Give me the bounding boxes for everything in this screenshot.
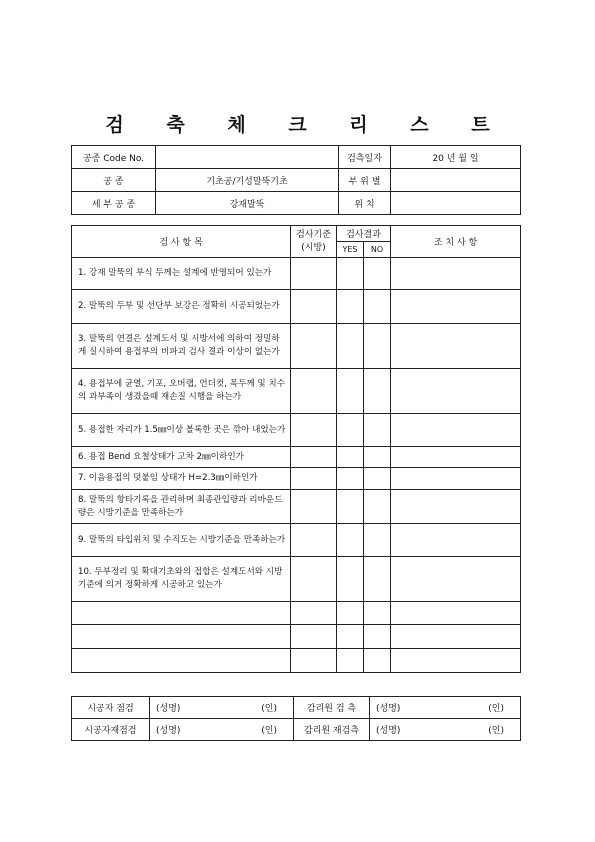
yes-cell[interactable] xyxy=(337,557,364,602)
col-header-no: NO xyxy=(364,242,391,258)
blank-item-cell[interactable] xyxy=(72,649,291,673)
standard-cell[interactable] xyxy=(291,369,337,414)
yes-cell[interactable] xyxy=(337,602,364,625)
action-cell[interactable] xyxy=(391,625,521,649)
checklist-item-9: 9. 말뚝의 타입위치 및 수직도는 시방기준을 만족하는가 xyxy=(72,524,291,557)
standard-cell[interactable] xyxy=(291,324,337,369)
checklist-item-4: 4. 용접부에 균열, 기포, 오버랩, 언더컷, 목두께 및 치수의 과부족이 생겼을때 재손질 시행을 하는가 xyxy=(72,369,291,414)
work-type-value: 기초공/기성말뚝기초 xyxy=(156,169,339,192)
location-field[interactable] xyxy=(391,192,521,215)
col-header-standard: 검사기준 (시방) xyxy=(291,226,337,258)
standard-cell[interactable] xyxy=(291,490,337,524)
work-code-field[interactable] xyxy=(156,146,339,169)
action-cell[interactable] xyxy=(391,524,521,557)
supervisor-check-label: 감리원 검 측 xyxy=(294,697,370,719)
standard-cell[interactable] xyxy=(291,557,337,602)
no-cell[interactable] xyxy=(364,290,391,324)
yes-cell[interactable] xyxy=(337,468,364,490)
yes-cell[interactable] xyxy=(337,447,364,468)
contractor-recheck-seal[interactable]: (인) xyxy=(222,719,294,741)
action-cell[interactable] xyxy=(391,557,521,602)
standard-cell[interactable] xyxy=(291,258,337,290)
action-cell[interactable] xyxy=(391,369,521,414)
standard-cell[interactable] xyxy=(291,524,337,557)
contractor-name-field[interactable]: (성명) xyxy=(150,697,222,719)
action-cell[interactable] xyxy=(391,490,521,524)
yes-cell[interactable] xyxy=(337,290,364,324)
checklist-item-1: 1. 강재 말뚝의 부식 두께는 설계에 반영되어 있는가 xyxy=(72,258,291,290)
standard-cell[interactable] xyxy=(291,468,337,490)
contractor-recheck-name-field[interactable]: (성명) xyxy=(150,719,222,741)
yes-cell[interactable] xyxy=(337,414,364,447)
no-cell[interactable] xyxy=(364,468,391,490)
no-cell[interactable] xyxy=(364,602,391,625)
yes-cell[interactable] xyxy=(337,490,364,524)
contractor-recheck-label: 시공자재점검 xyxy=(72,719,150,741)
yes-cell[interactable] xyxy=(337,324,364,369)
checklist-item-2: 2. 말뚝의 두부 및 선단부 보강은 정확히 시공되었는가 xyxy=(72,290,291,324)
contractor-seal[interactable]: (인) xyxy=(222,697,294,719)
col-header-item: 검 사 항 목 xyxy=(72,226,291,258)
no-cell[interactable] xyxy=(364,258,391,290)
sub-work-type-label: 세 부 공 종 xyxy=(72,192,156,215)
blank-item-cell[interactable] xyxy=(72,625,291,649)
checklist-item-10: 10. 두부정리 및 확대기초와의 접합은 설계도서와 시방기준에 의거 정확하게 시공하고 있는가 xyxy=(72,557,291,602)
contractor-check-label: 시공자 점검 xyxy=(72,697,150,719)
standard-cell[interactable] xyxy=(291,602,337,625)
action-cell[interactable] xyxy=(391,602,521,625)
supervisor-recheck-name-field[interactable]: (성명) xyxy=(370,719,442,741)
action-cell[interactable] xyxy=(391,290,521,324)
checklist-item-6: 6. 용접 Bend 요철상태가 고차 2㎜이하인가 xyxy=(72,447,291,468)
work-code-label: 공종 Code No. xyxy=(72,146,156,169)
signature-table xyxy=(71,696,521,741)
no-cell[interactable] xyxy=(364,369,391,414)
yes-cell[interactable] xyxy=(337,649,364,673)
col-header-result: 검사결과 xyxy=(337,226,391,242)
header-info-table xyxy=(71,145,521,215)
no-cell[interactable] xyxy=(364,324,391,369)
no-cell[interactable] xyxy=(364,649,391,673)
yes-cell[interactable] xyxy=(337,369,364,414)
standard-cell[interactable] xyxy=(291,414,337,447)
col-header-action: 조 치 사 항 xyxy=(391,226,521,258)
yes-cell[interactable] xyxy=(337,258,364,290)
supervisor-seal[interactable]: (인) xyxy=(442,697,521,719)
action-cell[interactable] xyxy=(391,447,521,468)
part-field[interactable] xyxy=(391,169,521,192)
no-cell[interactable] xyxy=(364,447,391,468)
no-cell[interactable] xyxy=(364,524,391,557)
part-label: 부 위 별 xyxy=(339,169,391,192)
standard-cell[interactable] xyxy=(291,649,337,673)
checklist-item-3: 3. 말뚝의 연결은 설계도서 및 시방서에 의하여 정밀하게 실시하여 용접부의 비파괴 검사 결과 이상이 없는가 xyxy=(72,324,291,369)
standard-cell[interactable] xyxy=(291,625,337,649)
action-cell[interactable] xyxy=(391,324,521,369)
standard-cell[interactable] xyxy=(291,290,337,324)
inspection-date-label: 검측일자 xyxy=(339,146,391,169)
supervisor-recheck-label: 감리원 재검측 xyxy=(294,719,370,741)
checklist-item-8: 8. 말뚝의 항타기록을 관리하며 최종관입량과 리바운드량은 시방기준을 만족하는가 xyxy=(72,490,291,524)
no-cell[interactable] xyxy=(364,414,391,447)
work-type-label: 공 종 xyxy=(72,169,156,192)
action-cell[interactable] xyxy=(391,258,521,290)
action-cell[interactable] xyxy=(391,468,521,490)
supervisor-recheck-seal[interactable]: (인) xyxy=(442,719,521,741)
col-header-yes: YES xyxy=(337,242,364,258)
no-cell[interactable] xyxy=(364,625,391,649)
yes-cell[interactable] xyxy=(337,625,364,649)
checklist-item-5: 5. 용접한 자리가 1.5㎜이상 볼록한 곳은 깎아 내었는가 xyxy=(72,414,291,447)
checklist-table xyxy=(71,225,521,673)
page-title: 검 축 체 크 리 스 트 xyxy=(105,114,508,136)
action-cell[interactable] xyxy=(391,414,521,447)
action-cell[interactable] xyxy=(391,649,521,673)
checklist-item-7: 7. 이음용접의 덧붙임 상태가 H=2.3㎜이하인가 xyxy=(72,468,291,490)
blank-item-cell[interactable] xyxy=(72,602,291,625)
location-label: 위 치 xyxy=(339,192,391,215)
yes-cell[interactable] xyxy=(337,524,364,557)
no-cell[interactable] xyxy=(364,490,391,524)
standard-cell[interactable] xyxy=(291,447,337,468)
no-cell[interactable] xyxy=(364,557,391,602)
supervisor-name-field[interactable]: (성명) xyxy=(370,697,442,719)
sub-work-type-value: 강재말뚝 xyxy=(156,192,339,215)
inspection-date-field[interactable]: 20 년 월 일 xyxy=(391,146,521,169)
